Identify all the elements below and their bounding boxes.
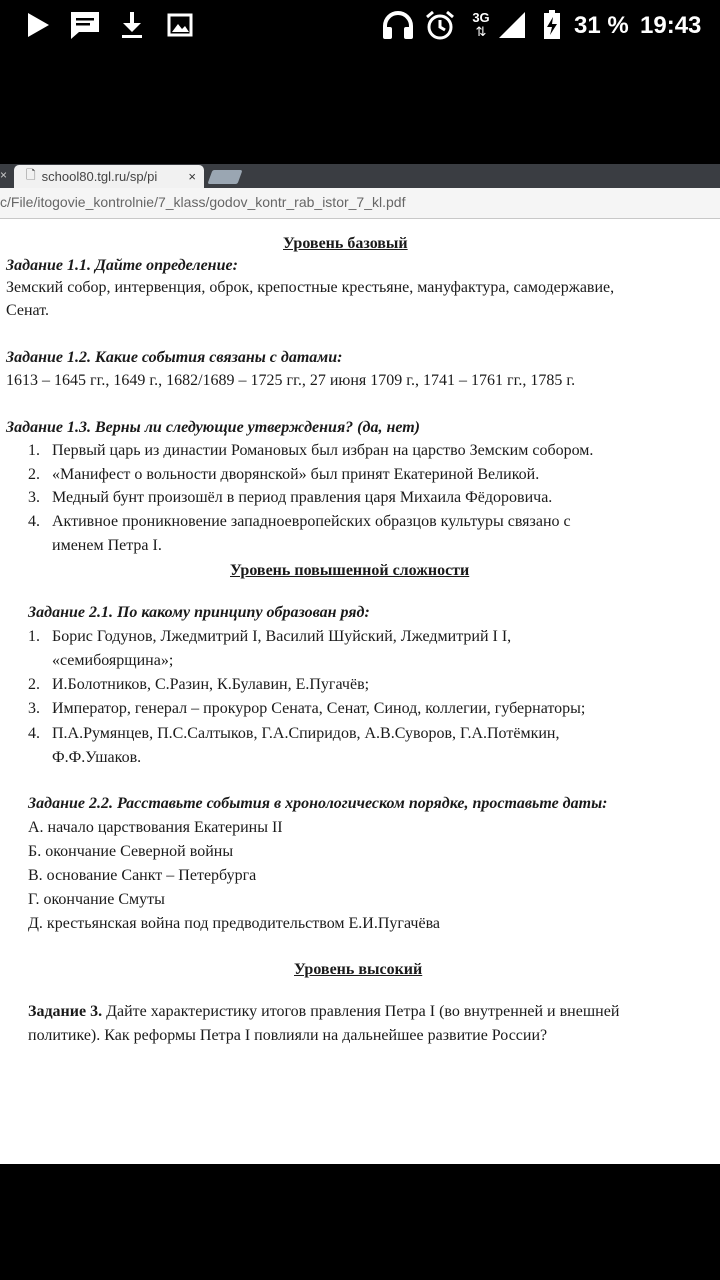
browser-screenshot [0, 164, 720, 1164]
task-2-1-title: Задание 2.1. По какому принципу образован ряд: [28, 604, 370, 621]
tab-close-icon[interactable]: × [188, 169, 196, 184]
task-1-2-text: 1613 – 1645 гг., 1649 г., 1682/1689 – 1725 гг., 27 июня 1709 г., 1741 – 1761 гг., 1785 г. [6, 372, 576, 389]
image-icon [166, 8, 194, 42]
battery-charging-icon [542, 8, 562, 42]
list-item: Г. окончание Смуты [28, 891, 165, 908]
list-item: 2. И.Болотников, С.Разин, К.Булавин, Е.Пугачёв; [28, 676, 370, 693]
list-item: 2. «Манифест о вольности дворянской» был принят Екатериной Великой. [28, 466, 540, 483]
list-item: Д. крестьянская война под предводительством Е.И.Пугачёва [28, 915, 441, 932]
list-item: 4. Активное проникновение западноевропейских образцов культуры связано с [28, 513, 571, 530]
tab-title: school80.tgl.ru/sp/pi [41, 169, 158, 184]
play-icon [24, 8, 52, 42]
download-icon [118, 8, 146, 42]
list-item-cont: Ф.Ф.Ушаков. [52, 749, 142, 766]
browser-tab[interactable] [14, 165, 204, 188]
task-2-2-title: Задание 2.2. Расставьте события в хронологическом порядке, проставьте даты: [28, 795, 608, 812]
list-item: А. начало царствования Екатерины II [28, 819, 283, 836]
address-text: c/File/itogovie_kontrolnie/7_klass/godov_kontr_rab_istor_7_kl.pdf [0, 194, 406, 210]
list-item: 1. Первый царь из династии Романовых был избран на царство Земским собором. [28, 442, 594, 459]
heading-high-level: Уровень высокий [294, 961, 423, 978]
message-icon [68, 8, 102, 42]
heading-advanced-level: Уровень повышенной сложности [230, 562, 470, 579]
task-1-1-text-cont: Сенат. [6, 302, 50, 319]
list-item: 1. Борис Годунов, Лжедмитрий I, Василий Шуйский, Лжедмитрий I I, [28, 628, 512, 645]
tab-strip [0, 164, 720, 188]
clock-time: 19:43 [640, 12, 702, 39]
list-item: 3. Медный бунт произошёл в период правления царя Михаила Фёдоровича. [28, 489, 553, 506]
list-item: 4. П.А.Румянцев, П.С.Салтыков, Г.А.Спиридов, А.В.Суворов, Г.А.Потёмкин, [28, 725, 560, 742]
previous-tab-close-icon[interactable]: × [0, 168, 8, 182]
status-bar [0, 0, 720, 52]
list-item-cont: именем Петра I. [52, 537, 162, 554]
address-bar[interactable] [0, 188, 720, 219]
headphones-icon [380, 8, 416, 42]
task-1-2-title: Задание 1.2. Какие события связаны с датами: [6, 349, 343, 366]
battery-percent: 31 % [574, 12, 629, 39]
signal-strength-icon [496, 8, 528, 42]
task-3-text: Задание 3. Дайте характеристику итогов правления Петра I (во внутренней и внешней [28, 1003, 620, 1020]
list-item-cont: «семибоярщина»; [52, 652, 174, 669]
list-item: 3. Император, генерал – прокурор Сената, Сенат, Синод, коллегии, губернаторы; [28, 700, 586, 717]
new-tab-button[interactable] [207, 170, 242, 184]
list-item: В. основание Санкт – Петербурга [28, 867, 257, 884]
bottom-black-area [0, 1164, 720, 1280]
heading-basic-level: Уровень базовый [283, 235, 408, 252]
task-1-1-text: Земский собор, интервенция, оброк, крепостные крестьяне, мануфактура, самодержавие, [6, 279, 615, 296]
task-3-text-cont: политике). Как реформы Петра I повлияли на дальнейшее развитие России? [28, 1027, 548, 1044]
alarm-clock-icon [424, 8, 456, 42]
task-3-label: Задание 3. [28, 1003, 103, 1020]
list-item: Б. окончание Северной войны [28, 843, 234, 860]
network-type-label: 3G [472, 10, 490, 25]
network-type-indicator [470, 8, 492, 42]
task-1-1-title: Задание 1.1. Дайте определение: [6, 257, 238, 274]
page-favicon-icon: 🗋 [26, 168, 36, 182]
task-1-3-title: Задание 1.3. Верны ли следующие утверждения? (да, нет) [6, 419, 420, 436]
data-arrows-icon: ⇅ [475, 24, 487, 39]
